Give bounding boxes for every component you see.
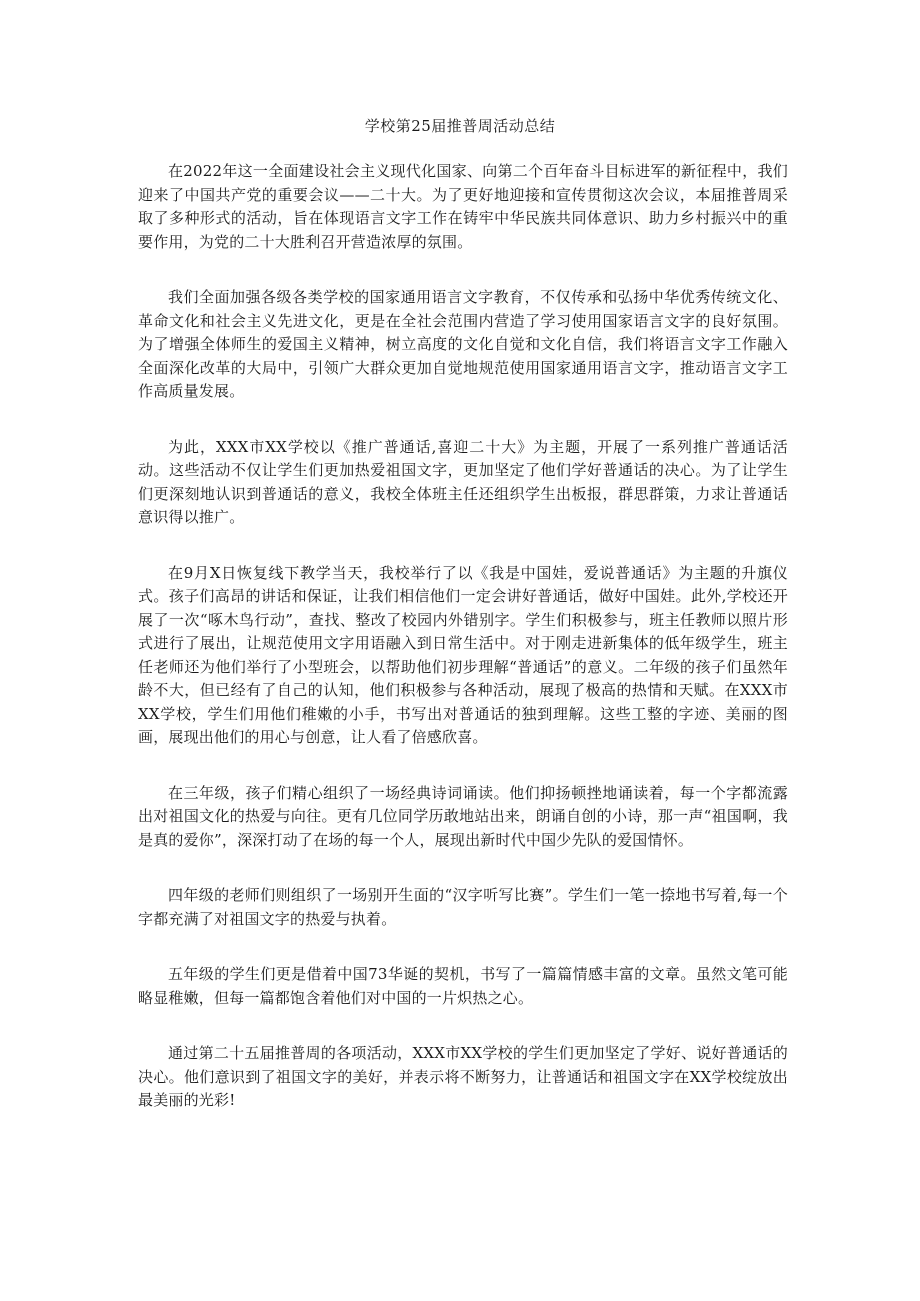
paragraph-intro: 在2022年这一全面建设社会主义现代化国家、向第二个百年奋斗目标进军的新征程中，我们迎来了中国共产党的重要会议——二十大。为了更好地迎接和宣传贯彻这次会议，本届推普周采取了多种形式的活动，旨在体现语言文字工作在铸牢中华民族共同体意识、助力乡村振兴中的重要作用，为党的二十大胜利召开营造浓厚的氛围。 [138,162,788,251]
paragraph-grade-four: 四年级的老师们则组织了一场别开生面的“汉字听写比赛”。学生们一笔一捺地书写着,每一个字都充满了对祖国文字的热爱与执着。 [138,886,788,928]
paragraph-conclusion: 通过第二十五届推普周的各项活动，XXX市XX学校的学生们更加坚定了学好、说好普通话的决心。他们意识到了祖国文字的美好，并表示将不断努力，让普通话和祖国文字在XX学校绽放出最美丽的光彩! [138,1044,788,1109]
document-body [138,160,788,1145]
paragraph-grade-five: 五年级的学生们更是借着中国73华诞的契机，书写了一篇篇情感丰富的文章。虽然文笔可能略显稚嫩，但每一篇都饱含着他们对中国的一片炽热之心。 [138,965,788,1007]
paragraph-education: 我们全面加强各级各类学校的国家通用语言文字教育，不仅传承和弘扬中华优秀传统文化、革命文化和社会主义先进文化，更是在全社会范围内营造了学习使用国家语言文字的良好氛围。为了增强全体师生的爱国主义精神，树立高度的文化自觉和文化自信，我们将语言文字工作融入全面深化改革的大局中，引领广大群众更加自觉地规范使用国家通用语言文字，推动语言文字工作高质量发展。 [138,288,788,400]
paragraph-activities: 在9月X日恢复线下教学当天，我校举行了以《我是中国娃，爱说普通话》为主题的升旗仪式。孩子们高昂的讲话和保证，让我们相信他们一定会讲好普通话，做好中国娃。此外,学校还开展了一次“啄木鸟行动”，查找、整改了校园内外错别字。学生们积极参与，班主任教师以照片形式进行了展出，让规范使用文字用语融入到日常生活中。对于刚走进新集体的低年级学生，班主任老师还为他们举行了小型班会，以帮助他们初步理解“普通话”的意义。二年级的孩子们虽然年龄不大，但已经有了自己的认知，他们积极参与各种活动，展现了极高的热情和天赋。在XXX市XX学校，学生们用他们稚嫩的小手，书写出对普通话的独到理解。这些工整的字迹、美丽的图画，展现出他们的用心与创意，让人看了倍感欣喜。 [138,563,788,746]
paragraph-grade-three: 在三年级，孩子们精心组织了一场经典诗词诵读。他们抑扬顿挫地诵读着，每一个字都流露出对祖国文化的热爱与向往。更有几位同学历敢地站出来，朗诵自创的小诗，那一声“祖国啊，我是真的爱你”，深深打动了在场的每一个人，展现出新时代中国少先队的爱国情怀。 [138,783,788,849]
document-title: 学校第25届推普周活动总结 [364,117,556,135]
paragraph-theme: 为此，XXX市XX学校以《推广普通话,喜迎二十大》为主题，开展了一系列推广普通话活动。这些活动不仅让学生们更加热爱祖国文字，更加坚定了他们学好普通话的决心。为了让学生们更深刻地认识到普通话的意义，我校全体班主任还组织学生出板报，群思群策，力求让普通话意识得以推广。 [138,437,788,526]
